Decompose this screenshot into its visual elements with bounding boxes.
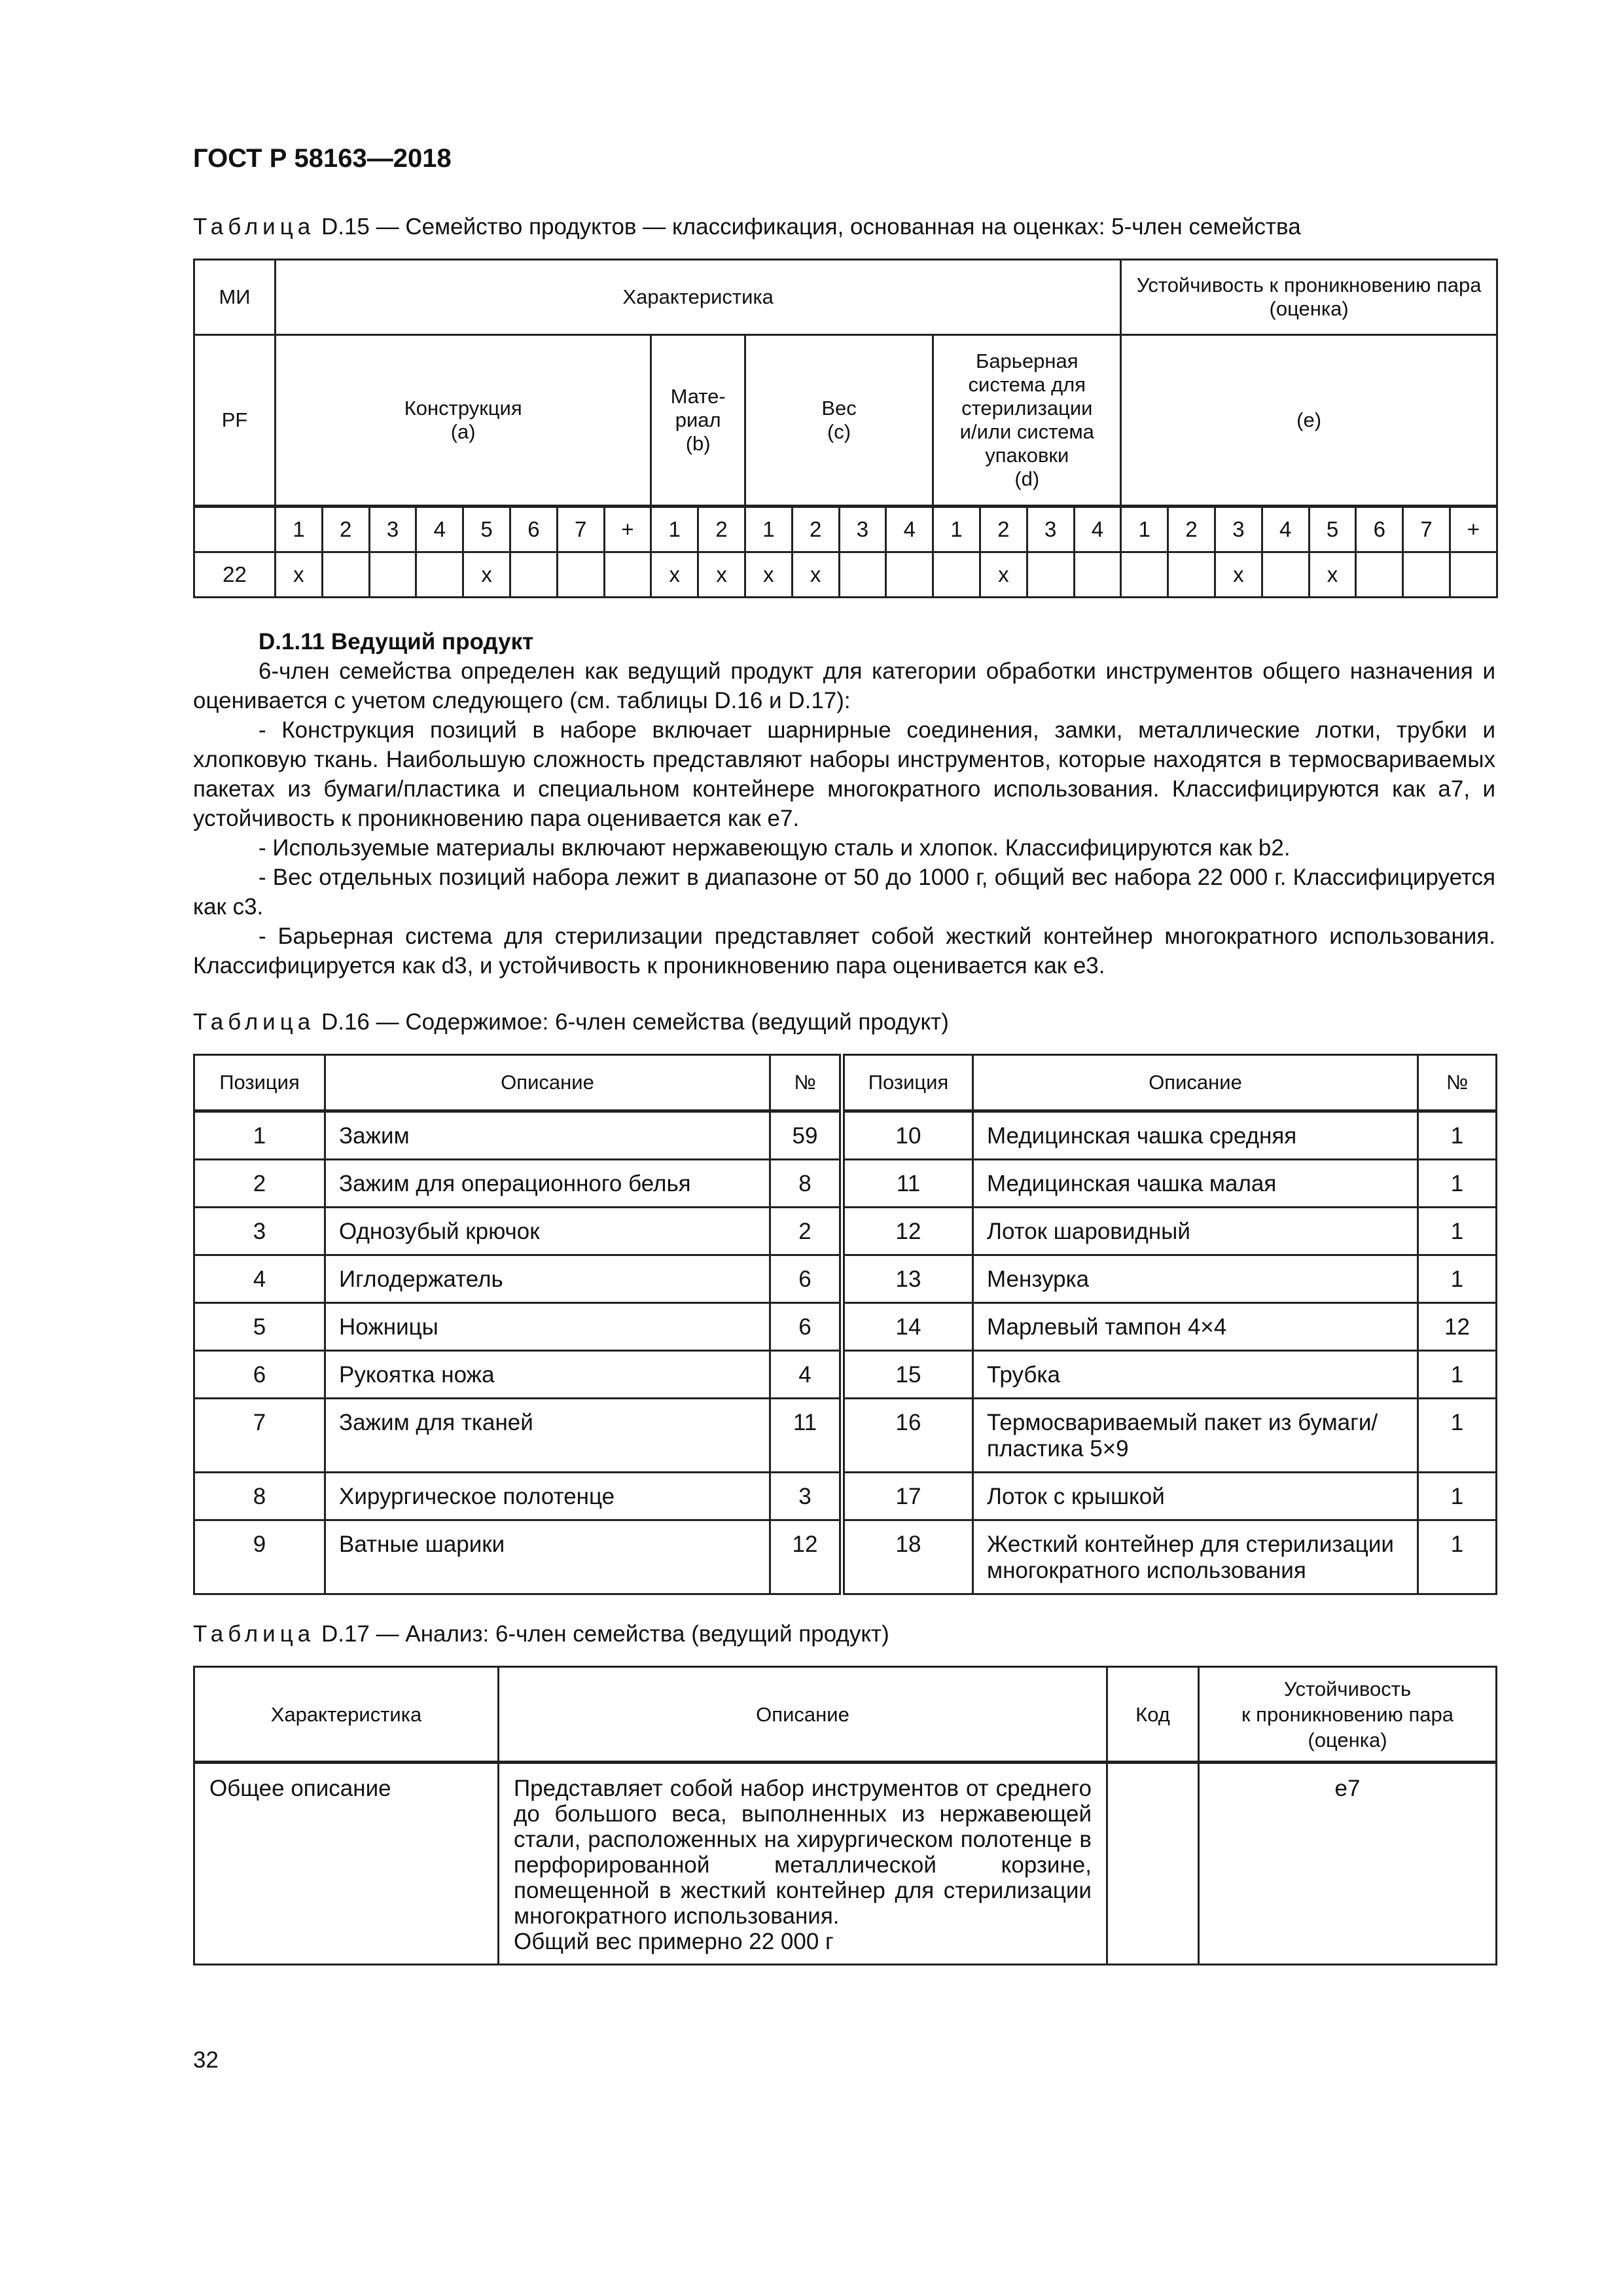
t15-header-mi: МИ <box>194 260 276 335</box>
t15-value-cell <box>1403 552 1450 598</box>
t16-count: 59 <box>770 1111 842 1160</box>
t15-number-cell: 3 <box>1027 507 1074 552</box>
t15-number-cell: 6 <box>1356 507 1403 552</box>
t16-count: 1 <box>1418 1351 1497 1399</box>
t16-position: 3 <box>194 1208 325 1255</box>
t15-material-label: Мате- риал <box>670 385 726 431</box>
t15-value-row <box>194 552 1497 598</box>
t16-description: Хирургическое полотенце <box>325 1473 770 1520</box>
t15-number-cell: 1 <box>651 507 698 552</box>
t16-description: Лоток с крышкой <box>973 1473 1418 1520</box>
t15-value-cell <box>933 552 980 598</box>
t15-value-cell <box>322 552 369 598</box>
t16-count: 11 <box>770 1399 842 1473</box>
section-paragraph: - Используемые материалы включают нержавеющую сталь и хлопок. Классифицируются как b2. <box>259 835 1291 861</box>
t15-weight-code: (c) <box>827 420 851 443</box>
t16-position: 5 <box>194 1303 325 1351</box>
t15-barrier-label: Барьерная система для стерилизации и/или система упаковки <box>959 350 1094 467</box>
t15-value-cell <box>886 552 933 598</box>
t15-header-construction <box>276 335 651 507</box>
t15-value-cell: x <box>463 552 510 598</box>
t15-value-cell <box>1168 552 1215 598</box>
table-row <box>194 1160 1497 1208</box>
t16-count: 1 <box>1418 1160 1497 1208</box>
t15-number-cell: + <box>1450 507 1497 552</box>
t15-value-cell <box>1356 552 1403 598</box>
t16-position: 7 <box>194 1399 325 1473</box>
t15-construction-code: (a) <box>450 420 476 443</box>
document-page <box>193 144 1495 1965</box>
t15-pf-value: 22 <box>194 552 276 598</box>
t15-construction-label: Конструкция <box>404 397 522 420</box>
t16-description: Зажим <box>325 1111 770 1160</box>
t15-number-cell: 1 <box>1121 507 1168 552</box>
t15-number-cell: 7 <box>557 507 604 552</box>
t16-header-count: № <box>770 1055 842 1111</box>
table17-caption-label: Таблица <box>193 1621 315 1647</box>
t16-description: Ножницы <box>325 1303 770 1351</box>
t15-value-cell <box>510 552 557 598</box>
t15-value-cell: x <box>745 552 792 598</box>
t15-number-cell: 7 <box>1403 507 1450 552</box>
t16-count: 12 <box>770 1520 842 1594</box>
t15-number-cell: 4 <box>416 507 463 552</box>
t15-header-characteristic: Характеристика <box>276 260 1121 335</box>
t15-number-cell: 4 <box>1262 507 1309 552</box>
t15-value-cell <box>1121 552 1168 598</box>
t16-description: Жесткий контейнер для стерилизации многократного использования <box>973 1520 1418 1594</box>
t16-description: Зажим для тканей <box>325 1399 770 1473</box>
t17-characteristic: Общее описание <box>194 1763 499 1965</box>
t15-header-barrier <box>933 335 1121 507</box>
t17-description <box>499 1763 1107 1965</box>
t15-number-cell: 4 <box>886 507 933 552</box>
t15-value-cell: x <box>276 552 323 598</box>
t16-count: 12 <box>1418 1303 1497 1351</box>
t15-header-pf: PF <box>194 335 276 507</box>
t16-position: 9 <box>194 1520 325 1594</box>
t16-position: 4 <box>194 1255 325 1303</box>
t15-value-cell <box>604 552 651 598</box>
t16-position: 15 <box>842 1351 973 1399</box>
t15-value-cell <box>557 552 604 598</box>
t15-number-cell: 2 <box>698 507 745 552</box>
t16-description: Однозубый крючок <box>325 1208 770 1255</box>
t16-position: 14 <box>842 1303 973 1351</box>
table-row <box>194 1520 1497 1594</box>
t17-header-description: Описание <box>499 1667 1107 1763</box>
t15-number-row <box>194 507 1497 552</box>
table-row <box>194 1473 1497 1520</box>
t16-position: 13 <box>842 1255 973 1303</box>
t16-description: Термосвариваемый пакет из бумаги/пластика 5×9 <box>973 1399 1418 1473</box>
t16-position: 16 <box>842 1399 973 1473</box>
t16-description: Лоток шаровидный <box>973 1208 1418 1255</box>
t15-number-cell: 1 <box>276 507 323 552</box>
t16-count: 4 <box>770 1351 842 1399</box>
t15-value-cell: x <box>1309 552 1356 598</box>
table16 <box>193 1054 1497 1595</box>
t16-count: 1 <box>1418 1111 1497 1160</box>
t17-description-weight: Общий вес примерно 22 000 г <box>514 1929 834 1954</box>
section-paragraph: 6-член семейства определен как ведущий продукт для категории обработки инструментов общего назначения и оценивается с учетом следующего (см. таблицы D.16 и D.17): <box>193 658 1495 713</box>
table15-caption <box>193 214 1495 240</box>
t16-description: Ватные шарики <box>325 1520 770 1594</box>
table16-caption <box>193 1009 1495 1035</box>
t15-number-cell: 5 <box>1309 507 1356 552</box>
table-row <box>194 1111 1497 1160</box>
t16-header-description: Описание <box>973 1055 1418 1111</box>
t16-position: 17 <box>842 1473 973 1520</box>
t15-number-cell: 1 <box>745 507 792 552</box>
table-row <box>194 1208 1497 1255</box>
t15-header-resistance: Устойчивость к проникновению пара (оценка) <box>1121 260 1497 335</box>
t16-description: Марлевый тампон 4×4 <box>973 1303 1418 1351</box>
t16-position: 18 <box>842 1520 973 1594</box>
t16-description: Зажим для операционного белья <box>325 1160 770 1208</box>
table15-caption-label: Таблица <box>193 214 315 240</box>
t17-header-code: Код <box>1107 1667 1199 1763</box>
t16-position: 2 <box>194 1160 325 1208</box>
t15-value-cell: x <box>698 552 745 598</box>
t15-number-cell: 2 <box>980 507 1027 552</box>
t16-count: 6 <box>770 1303 842 1351</box>
section-paragraph: - Барьерная система для стерилизации представляет собой жесткий контейнер многократного использования. Классифицируется как d3, и устойчивость к проникновению пара оценивается как е3. <box>193 924 1495 978</box>
t16-position: 1 <box>194 1111 325 1160</box>
t16-description: Трубка <box>973 1351 1418 1399</box>
section-paragraph: - Вес отдельных позиций набора лежит в диапазоне от 50 до 1000 г, общий вес набора 22 000 г. Классифицируется как с3. <box>193 865 1495 920</box>
t15-number-cell: 3 <box>839 507 886 552</box>
t15-number-cell: 6 <box>510 507 557 552</box>
table15-caption-text: D.15 — Семейство продуктов — классификация, основанная на оценках: 5-член семейства <box>321 214 1301 240</box>
t15-number-cell: 2 <box>1168 507 1215 552</box>
t16-position: 6 <box>194 1351 325 1399</box>
t16-header-count: № <box>1418 1055 1497 1111</box>
t17-header-resistance: Устойчивость к проникновению пара (оценка) <box>1199 1667 1497 1763</box>
t15-barrier-code: (d) <box>1014 467 1040 490</box>
t16-position: 10 <box>842 1111 973 1160</box>
t15-value-cell: x <box>980 552 1027 598</box>
t16-header-position: Позиция <box>842 1055 973 1111</box>
t15-header-material <box>651 335 745 507</box>
t15-number-cell: 3 <box>369 507 416 552</box>
t16-description: Иглодержатель <box>325 1255 770 1303</box>
t15-value-cell <box>1074 552 1121 598</box>
t15-header-weight <box>745 335 933 507</box>
t16-description: Мензурка <box>973 1255 1418 1303</box>
t16-count: 2 <box>770 1208 842 1255</box>
table15 <box>193 259 1498 598</box>
t16-position: 12 <box>842 1208 973 1255</box>
t16-count: 1 <box>1418 1473 1497 1520</box>
t15-number-cell: 4 <box>1074 507 1121 552</box>
page-number: 32 <box>193 2047 219 2073</box>
table17-caption-text: D.17 — Анализ: 6-член семейства (ведущий продукт) <box>321 1621 889 1647</box>
t16-header-description: Описание <box>325 1055 770 1111</box>
t15-value-cell <box>369 552 416 598</box>
table16-caption-label: Таблица <box>193 1009 315 1035</box>
table-row <box>194 1399 1497 1473</box>
t16-count: 8 <box>770 1160 842 1208</box>
t15-value-cell: x <box>792 552 839 598</box>
t16-count: 3 <box>770 1473 842 1520</box>
t15-number-cell: 2 <box>322 507 369 552</box>
t15-value-cell <box>1027 552 1074 598</box>
t15-number-cell: 2 <box>792 507 839 552</box>
t17-code <box>1107 1763 1199 1965</box>
table17 <box>193 1666 1497 1965</box>
t16-description: Медицинская чашка малая <box>973 1160 1418 1208</box>
t16-count: 1 <box>1418 1520 1497 1594</box>
t16-position: 11 <box>842 1160 973 1208</box>
t16-count: 1 <box>1418 1208 1497 1255</box>
t16-count: 1 <box>1418 1255 1497 1303</box>
t15-value-cell: x <box>1215 552 1262 598</box>
t16-header-position: Позиция <box>194 1055 325 1111</box>
t16-description: Рукоятка ножа <box>325 1351 770 1399</box>
t17-resistance: е7 <box>1199 1763 1497 1965</box>
t16-count: 1 <box>1418 1399 1497 1473</box>
t15-number-cell: + <box>604 507 651 552</box>
table-row <box>194 1255 1497 1303</box>
t16-count: 6 <box>770 1255 842 1303</box>
t15-number-row-blank <box>194 507 276 552</box>
t16-description: Медицинская чашка средняя <box>973 1111 1418 1160</box>
t16-position: 8 <box>194 1473 325 1520</box>
table-row <box>194 1351 1497 1399</box>
t15-weight-label: Вес <box>821 397 857 420</box>
t15-header-e: (e) <box>1121 335 1497 507</box>
table17-caption <box>193 1621 1495 1647</box>
section-title: D.1.11 Ведущий продукт <box>259 629 534 655</box>
t15-value-cell: x <box>651 552 698 598</box>
section-d-1-11 <box>193 627 1495 980</box>
t17-description-text: Представляет собой набор инструментов от среднего до большого веса, выполненных из нержавеющей стали, расположенных на хирургическом полотенце в перфорированной металлической корзине, помещенной в жесткий контейнер для стерилизации многократного использования. <box>514 1776 1092 1929</box>
t15-value-cell <box>1450 552 1497 598</box>
table-row <box>194 1303 1497 1351</box>
section-paragraph: - Конструкция позиций в наборе включает шарнирные соединения, замки, металлические лотки, трубки и хлопковую ткань. Наибольшую сложность представляют наборы инструментов, которые находятся в термосвариваемых пакетах из бумаги/пластика и специальном контейнере многократного использования. Классифицируются как а7, и устойчивость к проникновению пара оценивается как е7. <box>193 717 1495 831</box>
t15-value-cell <box>839 552 886 598</box>
t17-header-characteristic: Характеристика <box>194 1667 499 1763</box>
t15-value-cell <box>416 552 463 598</box>
table16-caption-text: D.16 — Содержимое: 6-член семейства (ведущий продукт) <box>321 1009 949 1035</box>
document-id: ГОСТ Р 58163—2018 <box>193 144 452 173</box>
t15-number-cell: 1 <box>933 507 980 552</box>
t15-material-code: (b) <box>685 432 711 455</box>
t15-number-cell: 5 <box>463 507 510 552</box>
t15-number-cell: 3 <box>1215 507 1262 552</box>
t15-value-cell <box>1262 552 1309 598</box>
